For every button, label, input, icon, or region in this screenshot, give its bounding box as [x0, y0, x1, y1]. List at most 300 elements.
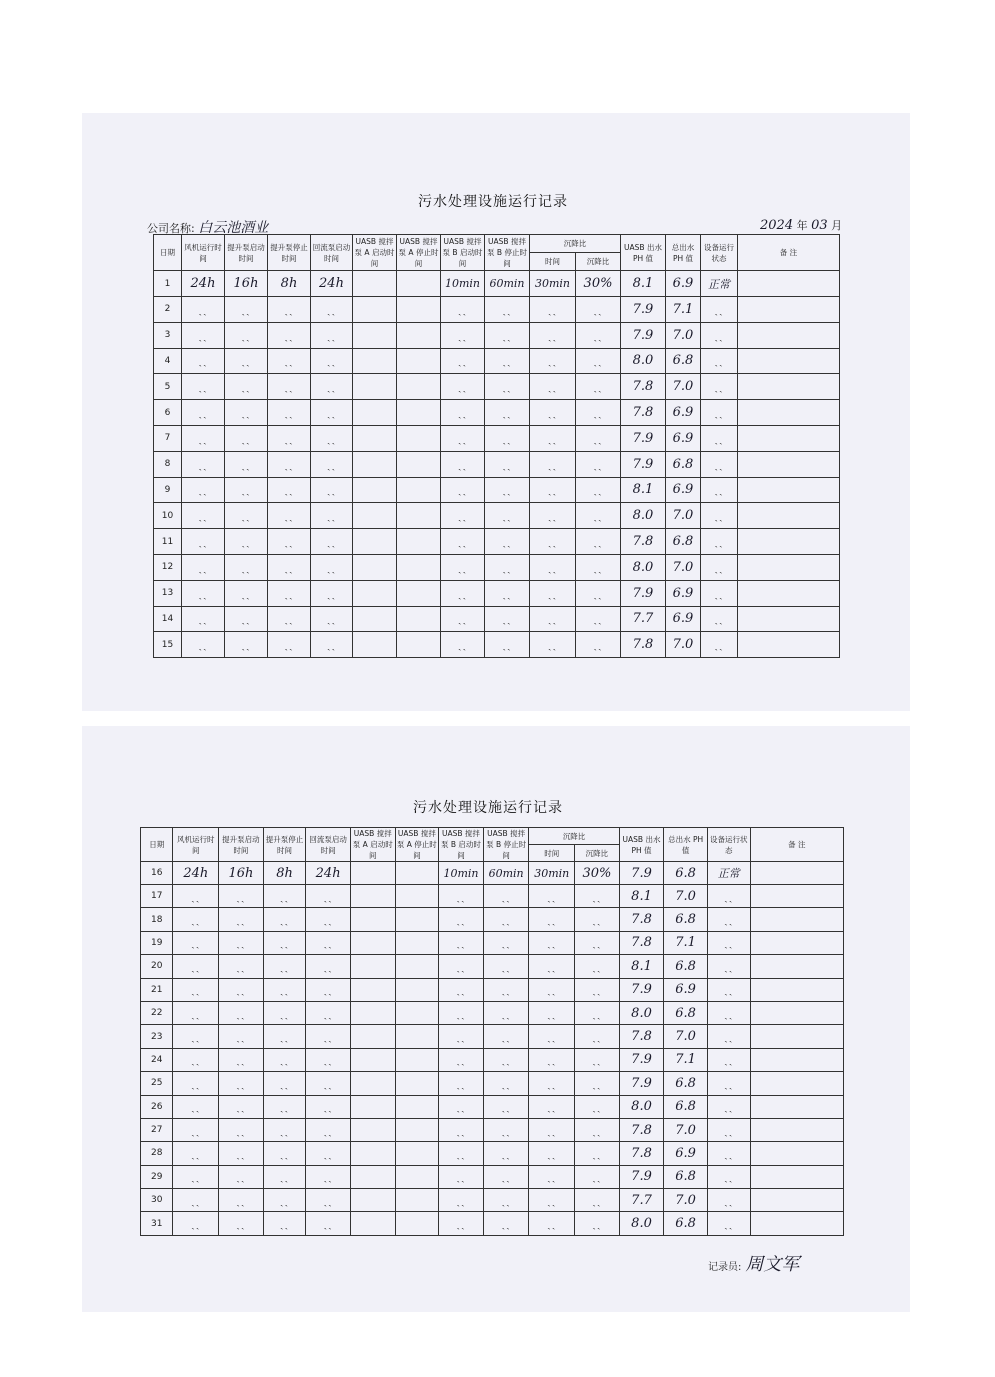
ditto-mark-icon: ˎˏ — [326, 380, 337, 394]
cell-pump-stop — [263, 1189, 306, 1212]
ditto-mark-icon: ˎˏ — [236, 983, 246, 997]
cell-pump-stop — [263, 1212, 306, 1235]
ditto-mark-icon: ˎˏ — [326, 354, 337, 368]
ditto-mark-icon: ˎˏ — [501, 913, 511, 927]
cell-settling-ratio — [576, 297, 621, 323]
cell-fan — [173, 1142, 219, 1165]
cell-pump-start — [219, 885, 264, 908]
ditto-mark-icon: ˎˏ — [236, 1030, 246, 1044]
cell-settling-ratio — [575, 1048, 620, 1071]
ditto-mark-icon: ˎˏ — [241, 560, 251, 574]
cell-fan — [182, 297, 225, 323]
table-row — [154, 580, 840, 606]
cell-uasb-a-stop — [397, 477, 441, 503]
cell-settling-ratio — [576, 580, 621, 606]
cell-uasb-ph: 7.9 — [621, 425, 666, 451]
ditto-mark-icon: ˎˏ — [501, 1170, 511, 1184]
ditto-mark-icon: ˎˏ — [284, 431, 294, 445]
cell-day: 26 — [141, 1095, 173, 1118]
cell-uasb-a-stop — [397, 297, 441, 323]
ditto-mark-icon: ˎˏ — [501, 959, 511, 973]
cell-pump-stop — [263, 1048, 306, 1071]
cell-uasb-b-stop — [483, 1048, 529, 1071]
cell-remarks — [750, 1212, 843, 1235]
table-row — [141, 862, 844, 885]
cell-uasb-b-start — [439, 955, 484, 978]
cell-settling-time — [529, 1095, 575, 1118]
ditto-mark-icon: ˎˏ — [724, 936, 734, 950]
ditto-mark-icon: ˎˏ — [501, 1146, 511, 1160]
cell-settling-ratio — [575, 1189, 620, 1212]
ditto-mark-icon: ˎˏ — [236, 1006, 246, 1020]
cell-return-pump — [306, 1095, 351, 1118]
ditto-mark-icon: ˎˏ — [241, 483, 251, 497]
cell-day: 20 — [141, 955, 173, 978]
ditto-mark-icon: ˎˏ — [198, 638, 208, 652]
cell-settling-ratio — [576, 632, 621, 658]
cell-day: 30 — [141, 1189, 173, 1212]
cell-return-pump — [311, 374, 353, 400]
ditto-mark-icon: ˎˏ — [457, 302, 468, 316]
cell-total-ph: 7.0 — [666, 374, 701, 400]
ditto-mark-icon: ˎˏ — [279, 913, 290, 927]
cell-uasb-a-start — [350, 978, 395, 1001]
cell-return-pump — [311, 632, 353, 658]
ditto-mark-icon: ˎˏ — [456, 913, 466, 927]
ditto-mark-icon: ˎˏ — [547, 1170, 557, 1184]
cell-pump-start — [219, 1118, 264, 1141]
cell-status — [707, 1142, 750, 1165]
cell-return-pump — [306, 955, 351, 978]
cell-fan — [182, 322, 225, 348]
cell-settling-ratio — [576, 451, 621, 477]
cell-uasb-ph: 7.8 — [619, 908, 664, 931]
table-row — [154, 271, 840, 297]
table-row — [154, 554, 840, 580]
header-total-ph: 总出水 PH 值 — [666, 235, 701, 271]
cell-settling-ratio — [575, 1118, 620, 1141]
ditto-mark-icon: ˎˏ — [326, 612, 337, 626]
cell-status — [707, 1072, 750, 1095]
cell-fan — [173, 1095, 219, 1118]
ditto-mark-icon: ˎˏ — [241, 380, 251, 394]
table-row — [141, 1001, 844, 1024]
cell-uasb-a-start — [350, 1142, 395, 1165]
ditto-mark-icon: ˎˏ — [502, 380, 512, 394]
cell-pump-stop — [268, 503, 311, 529]
cell-day: 8 — [154, 451, 182, 477]
cell-settling-ratio — [575, 1001, 620, 1024]
ditto-mark-icon: ˎˏ — [457, 431, 468, 445]
cell-total-ph: 6.8 — [664, 1165, 708, 1188]
cell-uasb-b-stop — [483, 885, 529, 908]
cell-settling-ratio: 30% — [576, 271, 621, 297]
table-row — [141, 1165, 844, 1188]
company-label: 公司名称: — [147, 222, 195, 235]
cell-uasb-a-start — [353, 451, 397, 477]
cell-uasb-b-start — [441, 529, 485, 555]
cell-status — [707, 1118, 750, 1141]
cell-pump-stop: 8h — [263, 862, 306, 885]
cell-remarks — [738, 297, 840, 323]
cell-uasb-ph: 7.8 — [619, 1025, 664, 1048]
ditto-mark-icon: ˎˏ — [501, 1193, 511, 1207]
cell-uasb-ph: 8.0 — [621, 348, 666, 374]
cell-status — [707, 1165, 750, 1188]
ditto-mark-icon: ˎˏ — [456, 1170, 466, 1184]
ditto-mark-icon: ˎˏ — [326, 638, 337, 652]
ditto-mark-icon: ˎˏ — [714, 302, 724, 316]
cell-uasb-a-start — [353, 554, 397, 580]
ditto-mark-icon: ˎˏ — [326, 535, 337, 549]
cell-pump-start — [219, 955, 264, 978]
cell-pump-stop — [263, 978, 306, 1001]
ditto-mark-icon: ˎˏ — [456, 983, 466, 997]
ditto-mark-icon: ˎˏ — [241, 586, 251, 600]
cell-pump-start — [225, 297, 268, 323]
cell-pump-start — [219, 1048, 264, 1071]
cell-day: 16 — [141, 862, 173, 885]
table-row — [141, 1118, 844, 1141]
cell-fan — [182, 606, 225, 632]
ditto-mark-icon: ˎˏ — [502, 328, 512, 342]
ditto-mark-icon: ˎˏ — [593, 509, 603, 523]
cell-settling-ratio — [575, 1212, 620, 1235]
ditto-mark-icon: ˎˏ — [284, 380, 294, 394]
cell-status — [707, 978, 750, 1001]
cell-settling-ratio — [576, 322, 621, 348]
cell-uasb-a-stop — [397, 271, 441, 297]
ditto-mark-icon: ˎˏ — [323, 936, 333, 950]
ditto-mark-icon: ˎˏ — [236, 1123, 246, 1137]
cell-fan — [182, 529, 225, 555]
cell-settling-ratio — [575, 931, 620, 954]
ditto-mark-icon: ˎˏ — [593, 612, 603, 626]
cell-status — [701, 632, 738, 658]
cell-return-pump — [311, 348, 353, 374]
header-fan: 风机运行时间 — [173, 828, 219, 862]
ditto-mark-icon: ˎˏ — [236, 1170, 246, 1184]
cell-remarks — [738, 271, 840, 297]
cell-uasb-b-stop — [485, 606, 530, 632]
ditto-mark-icon: ˎˏ — [279, 1193, 290, 1207]
cell-settling-time — [530, 477, 576, 503]
cell-fan — [182, 503, 225, 529]
header-uasb-b-stop: UASB 搅拌泵 B 停止时间 — [483, 828, 529, 862]
cell-settling-time — [530, 451, 576, 477]
ditto-mark-icon: ˎˏ — [502, 612, 512, 626]
month-label: 月 — [831, 219, 843, 232]
cell-total-ph: 7.0 — [666, 554, 701, 580]
cell-uasb-a-start — [350, 1001, 395, 1024]
ditto-mark-icon: ˎˏ — [326, 586, 337, 600]
cell-remarks — [738, 400, 840, 426]
ditto-mark-icon: ˎˏ — [236, 1053, 246, 1067]
log-sheet-1 — [82, 113, 910, 711]
ditto-mark-icon: ˎˏ — [279, 1006, 290, 1020]
ditto-mark-icon: ˎˏ — [456, 1217, 466, 1231]
recorder-label: 记录员: — [708, 1262, 742, 1273]
cell-settling-ratio — [576, 400, 621, 426]
ditto-mark-icon: ˎˏ — [593, 457, 603, 471]
cell-uasb-a-start — [353, 348, 397, 374]
cell-pump-start — [219, 1072, 264, 1095]
ditto-mark-icon: ˎˏ — [592, 936, 602, 950]
ditto-mark-icon: ˎˏ — [279, 1217, 290, 1231]
table-row — [154, 400, 840, 426]
cell-day: 22 — [141, 1001, 173, 1024]
ditto-mark-icon: ˎˏ — [457, 535, 468, 549]
cell-uasb-b-stop — [483, 978, 529, 1001]
table-row — [154, 632, 840, 658]
cell-settling-ratio — [576, 503, 621, 529]
cell-uasb-b-start — [441, 374, 485, 400]
cell-settling-time — [529, 1072, 575, 1095]
ditto-mark-icon: ˎˏ — [323, 1100, 333, 1114]
cell-return-pump — [306, 1001, 351, 1024]
ditto-mark-icon: ˎˏ — [593, 638, 603, 652]
cell-status — [707, 1001, 750, 1024]
ditto-mark-icon: ˎˏ — [241, 406, 251, 420]
cell-uasb-ph: 7.9 — [619, 1165, 664, 1188]
cell-uasb-b-stop — [483, 1212, 529, 1235]
cell-remarks — [738, 606, 840, 632]
cell-pump-stop — [263, 1118, 306, 1141]
cell-day: 25 — [141, 1072, 173, 1095]
ditto-mark-icon: ˎˏ — [279, 1053, 290, 1067]
cell-status — [707, 908, 750, 931]
ditto-mark-icon: ˎˏ — [547, 1030, 557, 1044]
ditto-mark-icon: ˎˏ — [191, 1123, 201, 1137]
table-row — [141, 1072, 844, 1095]
operation-log-table — [140, 827, 844, 1236]
cell-day: 5 — [154, 374, 182, 400]
cell-settling-time — [530, 529, 576, 555]
ditto-mark-icon: ˎˏ — [714, 560, 724, 574]
header-uasb-ph: UASB 出水 PH 值 — [619, 828, 664, 862]
ditto-mark-icon: ˎˏ — [547, 913, 557, 927]
header-settling-time: 时间 — [529, 845, 575, 862]
ditto-mark-icon: ˎˏ — [592, 1123, 602, 1137]
ditto-mark-icon: ˎˏ — [457, 560, 468, 574]
cell-return-pump — [306, 931, 351, 954]
cell-status — [707, 1025, 750, 1048]
ditto-mark-icon: ˎˏ — [456, 1076, 466, 1090]
ditto-mark-icon: ˎˏ — [547, 1146, 557, 1160]
cell-total-ph: 6.8 — [664, 862, 708, 885]
table-row — [154, 529, 840, 555]
ditto-mark-icon: ˎˏ — [241, 431, 251, 445]
ditto-mark-icon: ˎˏ — [284, 509, 294, 523]
table-row — [141, 1095, 844, 1118]
cell-uasb-b-stop — [485, 425, 530, 451]
ditto-mark-icon: ˎˏ — [501, 1123, 511, 1137]
cell-settling-time — [530, 400, 576, 426]
cell-pump-start — [225, 400, 268, 426]
cell-uasb-a-start — [353, 503, 397, 529]
cell-fan — [173, 1025, 219, 1048]
cell-uasb-b-stop — [485, 632, 530, 658]
cell-uasb-ph: 7.7 — [621, 606, 666, 632]
ditto-mark-icon: ˎˏ — [714, 406, 724, 420]
header-settling: 沉降比 — [529, 828, 619, 845]
cell-remarks — [750, 1165, 843, 1188]
ditto-mark-icon: ˎˏ — [323, 1170, 333, 1184]
cell-uasb-ph: 8.1 — [621, 477, 666, 503]
cell-remarks — [750, 908, 843, 931]
ditto-mark-icon: ˎˏ — [724, 1030, 734, 1044]
ditto-mark-icon: ˎˏ — [191, 1100, 201, 1114]
cell-total-ph: 6.9 — [664, 1142, 708, 1165]
cell-uasb-a-stop — [397, 400, 441, 426]
header-uasb-a-start: UASB 搅拌泵 A 启动时间 — [350, 828, 395, 862]
ditto-mark-icon: ˎˏ — [236, 913, 246, 927]
cell-uasb-a-stop — [395, 908, 439, 931]
cell-remarks — [750, 1142, 843, 1165]
cell-return-pump — [306, 908, 351, 931]
ditto-mark-icon: ˎˏ — [198, 328, 208, 342]
cell-return-pump — [311, 554, 353, 580]
ditto-mark-icon: ˎˏ — [502, 535, 512, 549]
cell-fan — [173, 1212, 219, 1235]
ditto-mark-icon: ˎˏ — [326, 406, 337, 420]
ditto-mark-icon: ˎˏ — [501, 1006, 511, 1020]
cell-return-pump: 24h — [311, 271, 353, 297]
cell-total-ph: 7.0 — [666, 503, 701, 529]
cell-uasb-b-stop — [483, 1142, 529, 1165]
cell-uasb-b-start — [439, 978, 484, 1001]
cell-day: 19 — [141, 931, 173, 954]
cell-return-pump — [306, 1165, 351, 1188]
cell-fan — [182, 425, 225, 451]
cell-uasb-b-stop — [483, 1072, 529, 1095]
cell-uasb-b-stop — [483, 1118, 529, 1141]
header-fan: 风机运行时间 — [182, 235, 225, 271]
ditto-mark-icon: ˎˏ — [547, 354, 558, 368]
cell-uasb-b-start — [439, 1025, 484, 1048]
ditto-mark-icon: ˎˏ — [724, 1006, 734, 1020]
cell-uasb-a-stop — [395, 955, 439, 978]
ditto-mark-icon: ˎˏ — [724, 1146, 734, 1160]
ditto-mark-icon: ˎˏ — [592, 889, 602, 903]
cell-remarks — [750, 1025, 843, 1048]
ditto-mark-icon: ˎˏ — [547, 936, 557, 950]
ditto-mark-icon: ˎˏ — [279, 959, 290, 973]
cell-return-pump — [311, 503, 353, 529]
cell-total-ph: 7.1 — [664, 931, 708, 954]
cell-uasb-a-stop — [397, 348, 441, 374]
cell-pump-start — [219, 978, 264, 1001]
ditto-mark-icon: ˎˏ — [593, 483, 603, 497]
ditto-mark-icon: ˎˏ — [241, 509, 251, 523]
cell-status — [707, 955, 750, 978]
ditto-mark-icon: ˎˏ — [323, 1146, 333, 1160]
cell-fan — [182, 477, 225, 503]
cell-pump-start — [219, 1212, 264, 1235]
ditto-mark-icon: ˎˏ — [724, 889, 734, 903]
ditto-mark-icon: ˎˏ — [457, 406, 468, 420]
cell-uasb-ph: 7.9 — [621, 322, 666, 348]
table-row — [141, 978, 844, 1001]
cell-settling-time — [529, 1025, 575, 1048]
cell-status — [701, 451, 738, 477]
ditto-mark-icon: ˎˏ — [323, 959, 333, 973]
ditto-mark-icon: ˎˏ — [502, 483, 512, 497]
ditto-mark-icon: ˎˏ — [191, 1076, 201, 1090]
ditto-mark-icon: ˎˏ — [547, 483, 558, 497]
cell-fan — [182, 348, 225, 374]
ditto-mark-icon: ˎˏ — [456, 1146, 466, 1160]
ditto-mark-icon: ˎˏ — [323, 1193, 333, 1207]
table-row — [154, 297, 840, 323]
cell-settling-time — [529, 1001, 575, 1024]
cell-fan — [173, 885, 219, 908]
ditto-mark-icon: ˎˏ — [502, 457, 512, 471]
cell-return-pump — [306, 1025, 351, 1048]
ditto-mark-icon: ˎˏ — [501, 983, 511, 997]
ditto-mark-icon: ˎˏ — [501, 1076, 511, 1090]
ditto-mark-icon: ˎˏ — [457, 483, 468, 497]
ditto-mark-icon: ˎˏ — [284, 612, 294, 626]
cell-uasb-b-stop: 60min — [485, 271, 530, 297]
ditto-mark-icon: ˎˏ — [279, 936, 290, 950]
header-uasb-a-start: UASB 搅拌泵 A 启动时间 — [353, 235, 397, 271]
cell-day: 11 — [154, 529, 182, 555]
cell-remarks — [750, 885, 843, 908]
cell-settling-time — [530, 425, 576, 451]
ditto-mark-icon: ˎˏ — [284, 457, 294, 471]
ditto-mark-icon: ˎˏ — [198, 380, 208, 394]
ditto-mark-icon: ˎˏ — [724, 983, 734, 997]
cell-pump-stop — [268, 451, 311, 477]
cell-return-pump — [306, 1142, 351, 1165]
cell-pump-stop — [268, 632, 311, 658]
cell-uasb-ph: 7.9 — [621, 451, 666, 477]
cell-total-ph: 6.8 — [664, 908, 708, 931]
cell-fan — [182, 400, 225, 426]
cell-remarks — [738, 554, 840, 580]
ditto-mark-icon: ˎˏ — [236, 889, 246, 903]
table-row — [154, 374, 840, 400]
cell-uasb-ph: 7.9 — [619, 862, 664, 885]
cell-uasb-a-stop — [395, 1001, 439, 1024]
cell-pump-stop — [263, 908, 306, 931]
cell-status — [701, 297, 738, 323]
operation-log-table — [153, 234, 840, 658]
ditto-mark-icon: ˎˏ — [724, 1193, 734, 1207]
ditto-mark-icon: ˎˏ — [236, 1146, 246, 1160]
cell-remarks — [738, 529, 840, 555]
cell-status — [701, 400, 738, 426]
ditto-mark-icon: ˎˏ — [457, 380, 468, 394]
cell-uasb-a-start — [353, 297, 397, 323]
cell-settling-time — [529, 1048, 575, 1071]
ditto-mark-icon: ˎˏ — [714, 431, 724, 445]
cell-return-pump — [311, 477, 353, 503]
cell-uasb-ph: 8.1 — [619, 885, 664, 908]
ditto-mark-icon: ˎˏ — [323, 1053, 333, 1067]
ditto-mark-icon: ˎˏ — [279, 1076, 290, 1090]
ditto-mark-icon: ˎˏ — [593, 328, 603, 342]
ditto-mark-icon: ˎˏ — [456, 1100, 466, 1114]
cell-total-ph: 6.9 — [666, 425, 701, 451]
cell-uasb-ph: 7.8 — [621, 374, 666, 400]
ditto-mark-icon: ˎˏ — [592, 1170, 602, 1184]
cell-return-pump — [311, 322, 353, 348]
ditto-mark-icon: ˎˏ — [241, 328, 251, 342]
cell-total-ph: 7.1 — [666, 297, 701, 323]
cell-status — [701, 322, 738, 348]
